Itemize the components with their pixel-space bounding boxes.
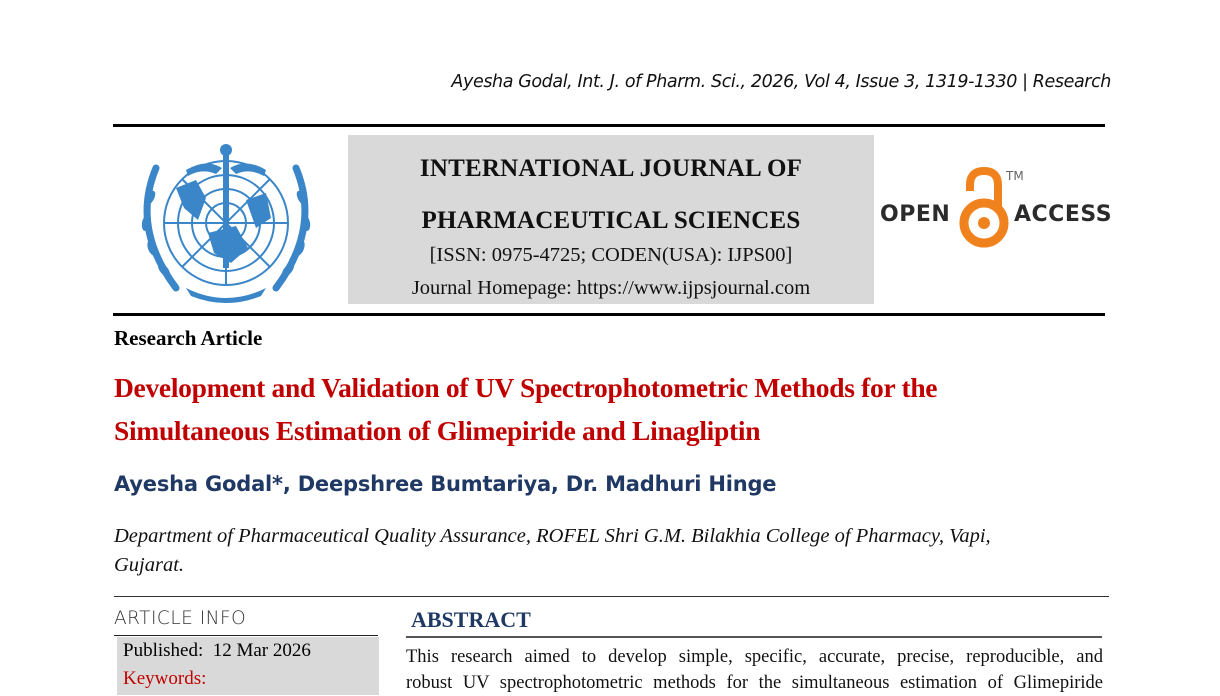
abstract-rule	[406, 636, 1102, 638]
abstract-line-2: robust UV spectrophotometric methods for the simultaneous estimation of Glimepiride	[406, 673, 1103, 693]
affiliation	[114, 522, 1114, 580]
abstract-heading: ABSTRACT	[411, 607, 531, 632]
keywords-label: Keywords:	[123, 668, 207, 689]
affiliation-line-2: Gujarat.	[114, 554, 185, 576]
globe-caduceus-laurel-icon	[126, 138, 326, 306]
article-info-heading: ARTICLE INFO	[114, 608, 247, 629]
open-label: OPEN	[880, 202, 951, 227]
abstract-text	[406, 644, 1103, 696]
header-bottom-rule	[113, 313, 1105, 316]
journal-homepage-link[interactable]: Journal Homepage: https://www.ijpsjournal.com	[411, 277, 811, 299]
access-label: ACCESS	[1014, 202, 1113, 227]
article-info-box	[117, 637, 379, 695]
published-label: Published:	[123, 640, 204, 661]
section-divider	[114, 596, 1109, 597]
author-list: Ayesha Godal*, Deepshree Bumtariya, Dr. Madhuri Hinge	[114, 472, 777, 496]
open-access-logo	[880, 165, 1113, 255]
article-info-rule	[114, 635, 378, 636]
running-head-citation: Ayesha Godal, Int. J. of Pharm. Sci., 2026, Vol 4, Issue 3, 1319-1330 | Research	[451, 72, 1111, 92]
open-access-lock-icon	[954, 165, 1014, 253]
journal-masthead-box	[348, 135, 874, 304]
published-row	[117, 637, 379, 665]
abstract-line-1: This research aimed to develop simple, specific, accurate, precise, reproducible, and	[406, 647, 1103, 667]
title-line-2: Simultaneous Estimation of Glimepiride and Linagliptin	[114, 415, 761, 446]
title-line-1: Development and Validation of UV Spectrophotometric Methods for the	[114, 372, 938, 403]
affiliation-line-1: Department of Pharmaceutical Quality Assurance, ROFEL Shri G.M. Bilakhia College of Pharmacy, Vapi,	[114, 525, 991, 547]
header-top-rule	[113, 124, 1105, 127]
trademark-mark: TM	[1006, 169, 1024, 183]
journal-logo	[126, 138, 326, 306]
journal-name-line2: PHARMACEUTICAL SCIENCES	[421, 207, 801, 234]
journal-name-line1: INTERNATIONAL JOURNAL OF	[419, 155, 803, 182]
article-title	[114, 366, 1124, 452]
published-date: 12 Mar 2026	[212, 640, 311, 661]
article-type-label: Research Article	[114, 326, 263, 350]
issn-line: [ISSN: 0975-4725; CODEN(USA): IJPS00]	[429, 244, 793, 266]
